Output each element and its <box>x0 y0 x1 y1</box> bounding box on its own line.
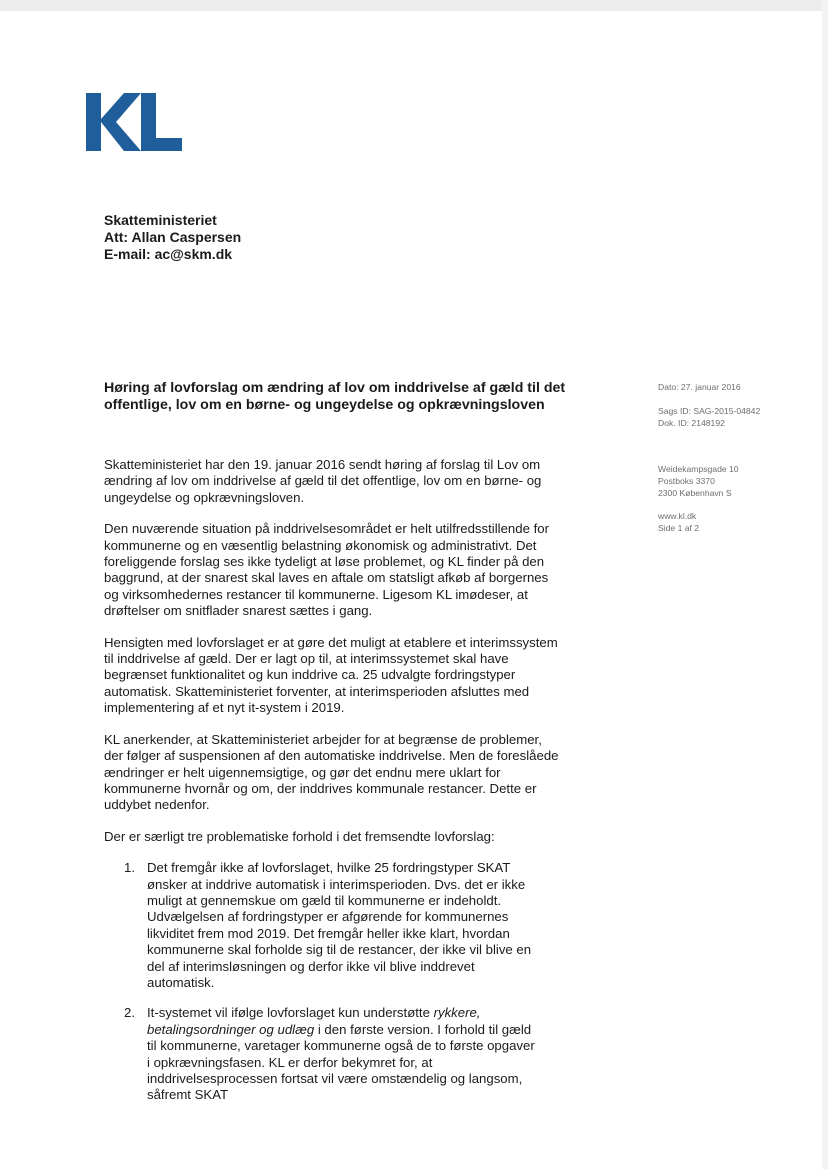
meta-doc-id: Dok. ID: 2148192 <box>658 418 725 428</box>
meta-address <box>658 463 739 499</box>
list-item-text-end: i den første version. I forhold til gæld til kommunerne, varetager kommunerne også de to første opgaver i opkrævningsfasen. KL er derfor bekymret for, at inddrivelsesprocessen fortsat vil være omstændelig og langsom, såfremt SKAT <box>147 1021 535 1103</box>
list-item-text-start: It-systemet vil ifølge lovforslaget kun understøtte <box>147 1005 434 1021</box>
list-item-text: Det fremgår ikke af lovforslaget, hvilke 25 fordringstyper SKAT ønsker at inddrive automatisk i interimsperioden. Dvs. det er ikke muligt at gennemskue om gæld til kommunerne er indeholdt. Udvælgelsen af fordringstyper er afgørende for kommunernes likviditet frem mod 2019. Det fremgår heller ikke klart, hvordan kommunerne skal forholde sig til de restancer, der ikke vil blive en del af interimsløsningen og derfor ikke vil blive inddrevet automatisk. <box>147 860 532 990</box>
addressee-attention: Att: Allan Caspersen <box>104 229 242 245</box>
list-item-number: 1. <box>124 860 135 876</box>
page-right-edge <box>822 0 828 1169</box>
paragraph-list-intro: Der er særligt tre problematiske forhold i det fremsendte lovforslag: <box>104 828 495 844</box>
paragraph-intro: Skatteministeriet har den 19. januar 2016 sendt høring af forslag til Lov om ændring af lov om inddrivelse af gæld til det offentlige, lov om en børne- og ungeydelse og opkrævningsloven. <box>104 457 542 505</box>
meta-street: Weidekampsgade 10 <box>658 464 739 474</box>
meta-case-id: Sags ID: SAG-2015-04842 <box>658 406 761 416</box>
paragraph-purpose: Hensigten med lovforslaget er at gøre det muligt at etablere et interimssystem til inddrivelse af gæld. Der er lagt op til, at interimssystemet skal have begrænset funktionalitet og kun inddrive ca. 25 udvalgte fordringstyper automatisk. Skatteministeriet forventer, at interimsperioden afsluttes med implementering af et nyt it-system i 2019. <box>104 634 558 716</box>
page-top-edge <box>0 0 828 11</box>
addressee-organisation: Skatteministeriet <box>104 212 217 228</box>
list-item <box>104 860 560 991</box>
list-item <box>104 1005 560 1103</box>
issue-list <box>104 860 560 1104</box>
letter-title: Høring af lovforslag om ændring af lov om inddrivelse af gæld til det offentlige, lov om en børne- og ungeydelse og opkrævningsloven <box>104 380 566 413</box>
meta-city: 2300 København S <box>658 488 732 498</box>
meta-date: Dato: 27. januar 2016 <box>658 382 741 392</box>
list-item-text-emphasis: rykkere, betalingsordninger og udlæg <box>147 1005 481 1037</box>
letter-body <box>104 457 560 1118</box>
paragraph-recognition: KL anerkender, at Skatteministeriet arbejder for at begrænse de problemer, der følger af suspensionen af den automatiske inddrivelse. Men de foreslåede ændringer er helt uigennemsigtige, og gør det endnu mere uklart for kommunerne hvornår og om, der inddrives kommunale restancer. Dette er uddybet nedenfor. <box>104 731 559 813</box>
meta-website: www.kl.dk <box>658 511 697 521</box>
addressee-email: E-mail: ac@skm.dk <box>104 246 233 262</box>
meta-ids <box>658 405 760 429</box>
meta-web-block <box>658 510 699 534</box>
kl-logo <box>86 93 182 151</box>
paragraph-situation: Den nuværende situation på inddrivelsesområdet er helt utilfredsstillende for kommunerne og en væsentlig belastning økonomisk og administrativt. Det foreliggende forslag ses ikke tydeligt at løse problemet, og KL finder på den baggrund, at der snarest skal laves en aftale om statsligt afkøb af borgernes og virksomhedernes restancer til kommunerne. Ligesom KL imødeser, at drøftelser om snitflader snarest sættes i gang. <box>104 521 549 619</box>
list-item-text <box>147 1005 539 1103</box>
meta-pobox: Postboks 3370 <box>658 476 715 486</box>
meta-page-number: Side 1 af 2 <box>658 523 700 533</box>
list-item-number: 2. <box>124 1005 135 1021</box>
addressee-block <box>104 212 241 263</box>
